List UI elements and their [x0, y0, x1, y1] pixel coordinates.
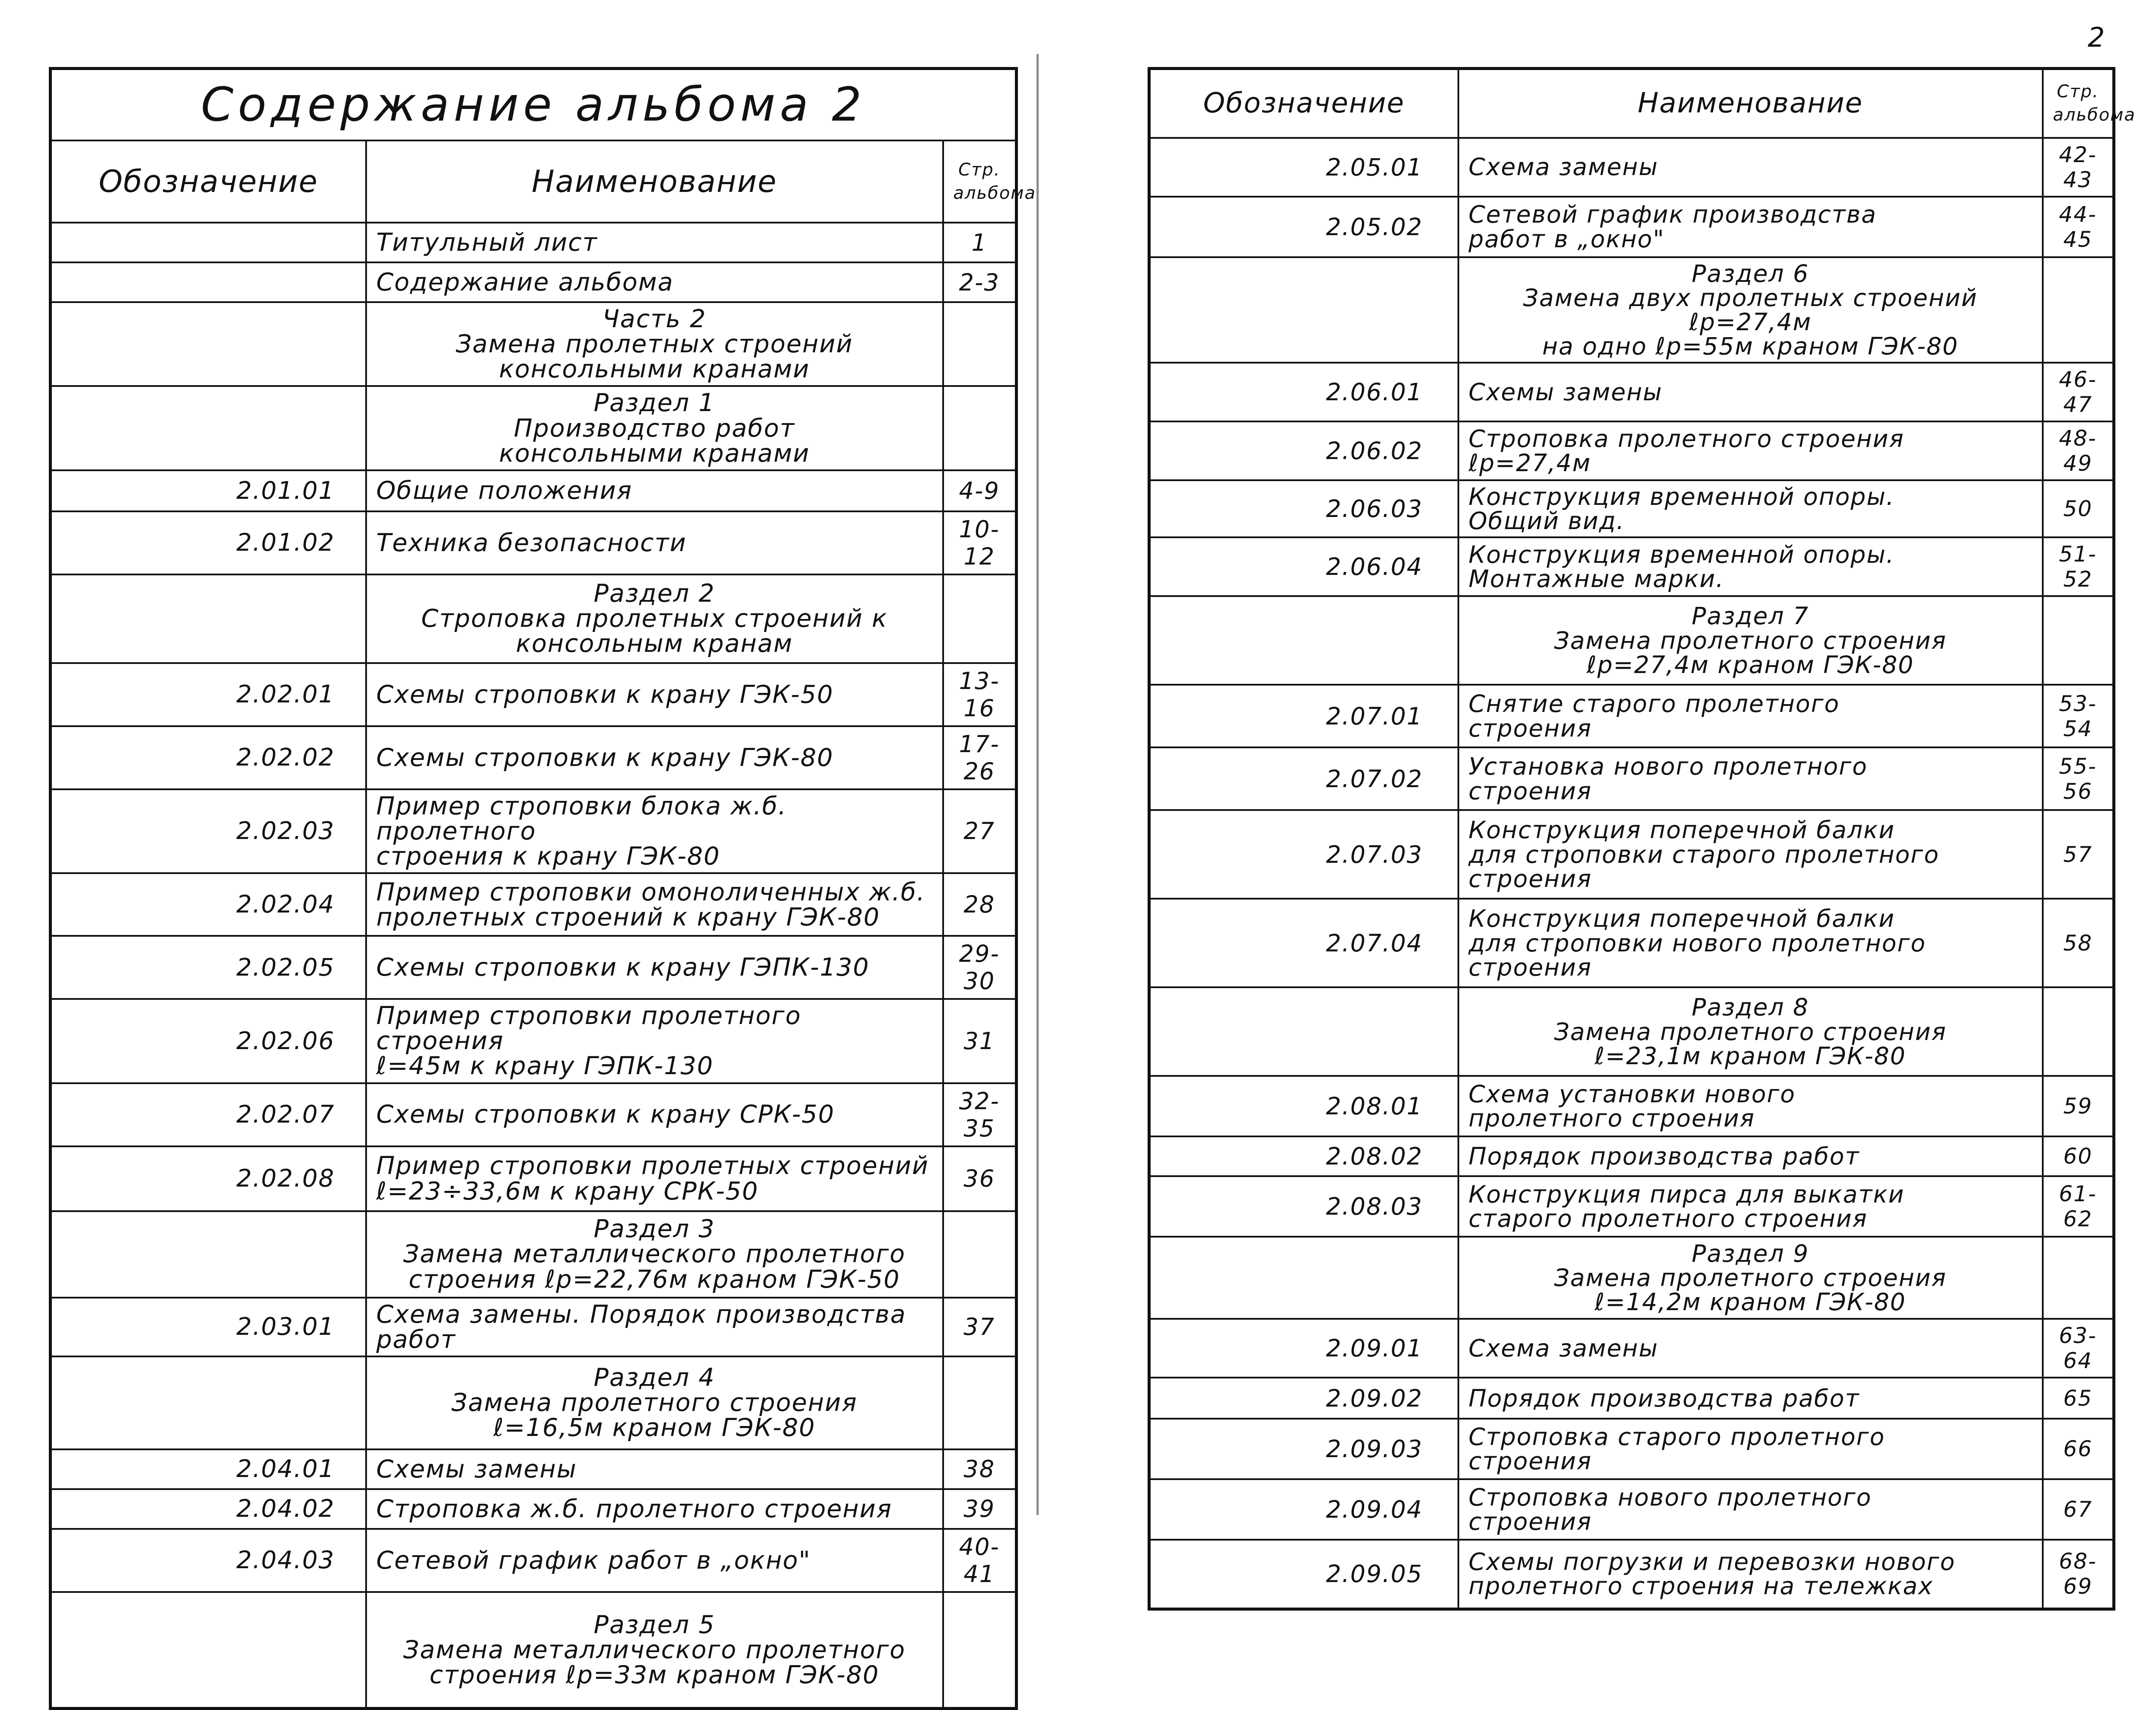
- page-range-cell: 53-54: [2043, 685, 2114, 747]
- table-row: [51, 936, 1017, 999]
- designation-cell: 2.04.02: [51, 1489, 366, 1529]
- table-row: [51, 1449, 1017, 1489]
- designation-cell: 2.02.08: [51, 1146, 366, 1211]
- table-row: [1149, 257, 2114, 363]
- table-row: [51, 663, 1017, 726]
- page-range-cell: 63-64: [2043, 1319, 2114, 1378]
- table-row: [1149, 1176, 2114, 1237]
- table-row: [51, 1529, 1017, 1592]
- title-cell: Порядок производства работ: [1458, 1136, 2043, 1176]
- page-range-cell: 65: [2043, 1378, 2114, 1419]
- table-row: [51, 574, 1017, 663]
- table-row: [1149, 596, 2114, 685]
- table-row: [51, 1083, 1017, 1146]
- designation-cell: 2.06.03: [1149, 480, 1458, 537]
- table-row: [1149, 421, 2114, 480]
- designation-cell: [1149, 1237, 1458, 1319]
- title-cell: Конструкция временной опоры. Общий вид.: [1458, 480, 2043, 537]
- page-range-cell: 28: [943, 873, 1017, 936]
- page-range-cell: 40-41: [943, 1529, 1017, 1592]
- title-cell: Строповка нового пролетного строения: [1458, 1479, 2043, 1540]
- designation-cell: 2.02.01: [51, 663, 366, 726]
- title-cell: Схемы погрузки и перевозки нового пролетного строения на тележках: [1458, 1540, 2043, 1609]
- title-cell: Строповка ж.б. пролетного строения: [366, 1489, 943, 1529]
- designation-cell: [51, 302, 366, 386]
- title-cell: Схема замены: [1458, 1319, 2043, 1378]
- page-range-cell: 59: [2043, 1076, 2114, 1136]
- designation-cell: 2.08.01: [1149, 1076, 1458, 1136]
- designation-cell: 2.06.02: [1149, 421, 1458, 480]
- title-cell: Пример строповки пролетных строений ℓ=23÷33,6м к крану СРК-50: [366, 1146, 943, 1211]
- designation-cell: [51, 1592, 366, 1709]
- table-row: [1149, 1136, 2114, 1176]
- section-heading-cell: Раздел 1 Производство работ консольными кранами: [366, 386, 943, 470]
- section-heading-cell: Раздел 8 Замена пролетного строения ℓ=23,1м краном ГЭК-80: [1458, 987, 2043, 1076]
- page-range-cell: 1: [943, 223, 1017, 262]
- contents-rows-right: [1149, 138, 2114, 1609]
- title-cell: Установка нового пролетного строения: [1458, 747, 2043, 810]
- title-cell: Конструкция поперечной балки для строповки старого пролетного строения: [1458, 810, 2043, 899]
- title-cell: Техника безопасности: [366, 511, 943, 574]
- column-header-designation: Обозначение: [51, 140, 366, 223]
- page-range-cell: [2043, 1237, 2114, 1319]
- page-range-cell: 2-3: [943, 262, 1017, 302]
- designation-cell: 2.09.05: [1149, 1540, 1458, 1609]
- designation-cell: [51, 574, 366, 663]
- title-cell: Схемы замены: [366, 1449, 943, 1489]
- title-cell: Строповка пролетного строения ℓр=27,4м: [1458, 421, 2043, 480]
- contents-table-right: [1148, 67, 2136, 1611]
- table-row: [1149, 197, 2114, 257]
- table-row: [1149, 1319, 2114, 1378]
- designation-cell: 2.02.06: [51, 999, 366, 1083]
- section-heading-cell: Раздел 5 Замена металлического пролетного строения ℓр=33м краном ГЭК-80: [366, 1592, 943, 1709]
- title-cell: Схемы строповки к крану ГЭПК-130: [366, 936, 943, 999]
- title-cell: Конструкция пирса для выкатки старого пролетного строения: [1458, 1176, 2043, 1237]
- page-range-cell: [2043, 257, 2114, 363]
- title-cell: Строповка старого пролетного строения: [1458, 1419, 2043, 1479]
- page-range-cell: [2043, 596, 2114, 685]
- title-cell: Снятие старого пролетного строения: [1458, 685, 2043, 747]
- column-header-name: Наименование: [1458, 69, 2043, 138]
- page-range-cell: 46-47: [2043, 363, 2114, 421]
- title-cell: Содержание альбома: [366, 262, 943, 302]
- table-row: [51, 999, 1017, 1083]
- designation-cell: 2.01.01: [51, 470, 366, 511]
- page-range-cell: 58: [2043, 899, 2114, 987]
- title-cell: Схема замены: [1458, 138, 2043, 197]
- column-header-page: Стр. альбома: [943, 140, 1017, 223]
- designation-cell: 2.04.03: [51, 1529, 366, 1592]
- title-cell: Схемы замены: [1458, 363, 2043, 421]
- page-range-cell: 68-69: [2043, 1540, 2114, 1609]
- designation-cell: 2.07.01: [1149, 685, 1458, 747]
- designation-cell: [1149, 987, 1458, 1076]
- page-range-cell: 50: [2043, 480, 2114, 537]
- title-cell: Пример строповки пролетного строения ℓ=45м к крану ГЭПК-130: [366, 999, 943, 1083]
- designation-cell: [1149, 257, 1458, 363]
- page-range-cell: 4-9: [943, 470, 1017, 511]
- designation-cell: 2.05.02: [1149, 197, 1458, 257]
- table-row: [1149, 138, 2114, 197]
- page-range-cell: 57: [2043, 810, 2114, 899]
- table-row: [1149, 1419, 2114, 1479]
- page-range-cell: [943, 386, 1017, 470]
- section-heading-cell: Раздел 6 Замена двух пролетных строений ℓр=27,4м на одно ℓр=55м краном ГЭК-80: [1458, 257, 2043, 363]
- column-header-designation: Обозначение: [1149, 69, 1458, 138]
- title-cell: Схема установки нового пролетного строения: [1458, 1076, 2043, 1136]
- table-row: [51, 1489, 1017, 1529]
- designation-cell: [51, 223, 366, 262]
- designation-cell: 2.07.02: [1149, 747, 1458, 810]
- designation-cell: 2.05.01: [1149, 138, 1458, 197]
- page-range-cell: 39: [943, 1489, 1017, 1529]
- page-range-cell: 51-52: [2043, 537, 2114, 596]
- title-cell: Конструкция поперечной балки для строповки нового пролетного строения: [1458, 899, 2043, 987]
- designation-cell: 2.01.02: [51, 511, 366, 574]
- page-range-cell: 36: [943, 1146, 1017, 1211]
- table-row: [1149, 747, 2114, 810]
- contents-table-left: [49, 67, 1036, 1710]
- designation-cell: 2.08.02: [1149, 1136, 1458, 1176]
- page-number: 2: [2088, 22, 2105, 53]
- table-row: [51, 223, 1017, 262]
- table-row: [51, 262, 1017, 302]
- table-row: [1149, 899, 2114, 987]
- designation-cell: 2.02.05: [51, 936, 366, 999]
- title-cell: Общие положения: [366, 470, 943, 511]
- section-heading-cell: Часть 2 Замена пролетных строений консольными кранами: [366, 302, 943, 386]
- page-range-cell: 66: [2043, 1419, 2114, 1479]
- page-fold-divider: [1037, 54, 1039, 1515]
- table-row: [51, 789, 1017, 873]
- table-row: [51, 386, 1017, 470]
- table-row: [51, 1298, 1017, 1356]
- section-heading-cell: Раздел 7 Замена пролетного строения ℓр=27,4м краном ГЭК-80: [1458, 596, 2043, 685]
- table-row: [1149, 685, 2114, 747]
- title-cell: Схемы строповки к крану ГЭК-50: [366, 663, 943, 726]
- page-range-cell: 60: [2043, 1136, 2114, 1176]
- designation-cell: [51, 386, 366, 470]
- page-range-cell: 55-56: [2043, 747, 2114, 810]
- page-range-cell: 31: [943, 999, 1017, 1083]
- designation-cell: 2.03.01: [51, 1298, 366, 1356]
- table-row: [1149, 537, 2114, 596]
- designation-cell: 2.02.04: [51, 873, 366, 936]
- page-range-cell: 42-43: [2043, 138, 2114, 197]
- table-row: [1149, 1237, 2114, 1319]
- designation-cell: 2.09.04: [1149, 1479, 1458, 1540]
- section-heading-cell: Раздел 2 Строповка пролетных строений к консольным кранам: [366, 574, 943, 663]
- table-row: [51, 873, 1017, 936]
- table-row: [51, 1211, 1017, 1298]
- section-heading-cell: Раздел 4 Замена пролетного строения ℓ=16,5м краном ГЭК-80: [366, 1356, 943, 1449]
- table-row: [51, 511, 1017, 574]
- page-range-cell: [943, 1356, 1017, 1449]
- column-header-page: Стр. альбома: [2043, 69, 2114, 138]
- designation-cell: 2.06.04: [1149, 537, 1458, 596]
- designation-cell: [1149, 596, 1458, 685]
- table-row: [1149, 1540, 2114, 1609]
- page-range-cell: [2043, 987, 2114, 1076]
- page-range-cell: 48-49: [2043, 421, 2114, 480]
- page-range-cell: 61-62: [2043, 1176, 2114, 1237]
- title-cell: Схема замены. Порядок производства работ: [366, 1298, 943, 1356]
- title-cell: Схемы строповки к крану ГЭК-80: [366, 726, 943, 789]
- designation-cell: 2.09.02: [1149, 1378, 1458, 1419]
- designation-cell: 2.04.01: [51, 1449, 366, 1489]
- designation-cell: 2.08.03: [1149, 1176, 1458, 1237]
- table-row: [51, 470, 1017, 511]
- album-title: Содержание альбома 2: [51, 69, 1017, 141]
- table-row: [1149, 987, 2114, 1076]
- page-range-cell: 17-26: [943, 726, 1017, 789]
- page-range-cell: [943, 574, 1017, 663]
- table-row: [51, 302, 1017, 386]
- table-row: [1149, 810, 2114, 899]
- table-row: [51, 1592, 1017, 1709]
- table-row: [51, 726, 1017, 789]
- designation-cell: 2.02.02: [51, 726, 366, 789]
- table-row: [51, 1356, 1017, 1449]
- title-cell: Сетевой график производства работ в „окно": [1458, 197, 2043, 257]
- designation-cell: 2.02.07: [51, 1083, 366, 1146]
- designation-cell: 2.06.01: [1149, 363, 1458, 421]
- table-row: [1149, 480, 2114, 537]
- designation-cell: 2.02.03: [51, 789, 366, 873]
- table-row: [1149, 1378, 2114, 1419]
- title-cell: Схемы строповки к крану СРК-50: [366, 1083, 943, 1146]
- section-heading-cell: Раздел 9 Замена пролетного строения ℓ=14,2м краном ГЭК-80: [1458, 1237, 2043, 1319]
- title-cell: Пример строповки блока ж.б. пролетного строения к крану ГЭК-80: [366, 789, 943, 873]
- designation-cell: 2.09.03: [1149, 1419, 1458, 1479]
- title-cell: Сетевой график работ в „окно": [366, 1529, 943, 1592]
- table-row: [51, 1146, 1017, 1211]
- designation-cell: [51, 1356, 366, 1449]
- title-cell: Порядок производства работ: [1458, 1378, 2043, 1419]
- page-range-cell: 29-30: [943, 936, 1017, 999]
- title-cell: Конструкция временной опоры. Монтажные марки.: [1458, 537, 2043, 596]
- page-range-cell: 13-16: [943, 663, 1017, 726]
- page-range-cell: 27: [943, 789, 1017, 873]
- page-range-cell: 67: [2043, 1479, 2114, 1540]
- table-row: [1149, 1479, 2114, 1540]
- title-cell: Титульный лист: [366, 223, 943, 262]
- designation-cell: 2.07.04: [1149, 899, 1458, 987]
- table-row: [1149, 363, 2114, 421]
- page-range-cell: 44-45: [2043, 197, 2114, 257]
- page-range-cell: [943, 1592, 1017, 1709]
- section-heading-cell: Раздел 3 Замена металлического пролетного строения ℓр=22,76м краном ГЭК-50: [366, 1211, 943, 1298]
- page-range-cell: 38: [943, 1449, 1017, 1489]
- page-range-cell: [943, 302, 1017, 386]
- contents-rows-left: [51, 223, 1017, 1709]
- page-range-cell: 32-35: [943, 1083, 1017, 1146]
- designation-cell: 2.07.03: [1149, 810, 1458, 899]
- designation-cell: [51, 262, 366, 302]
- designation-cell: [51, 1211, 366, 1298]
- page-range-cell: 10-12: [943, 511, 1017, 574]
- column-header-name: Наименование: [366, 140, 943, 223]
- title-cell: Пример строповки омоноличенных ж.б. пролетных строений к крану ГЭК-80: [366, 873, 943, 936]
- page-range-cell: 37: [943, 1298, 1017, 1356]
- designation-cell: 2.09.01: [1149, 1319, 1458, 1378]
- page-range-cell: [943, 1211, 1017, 1298]
- table-row: [1149, 1076, 2114, 1136]
